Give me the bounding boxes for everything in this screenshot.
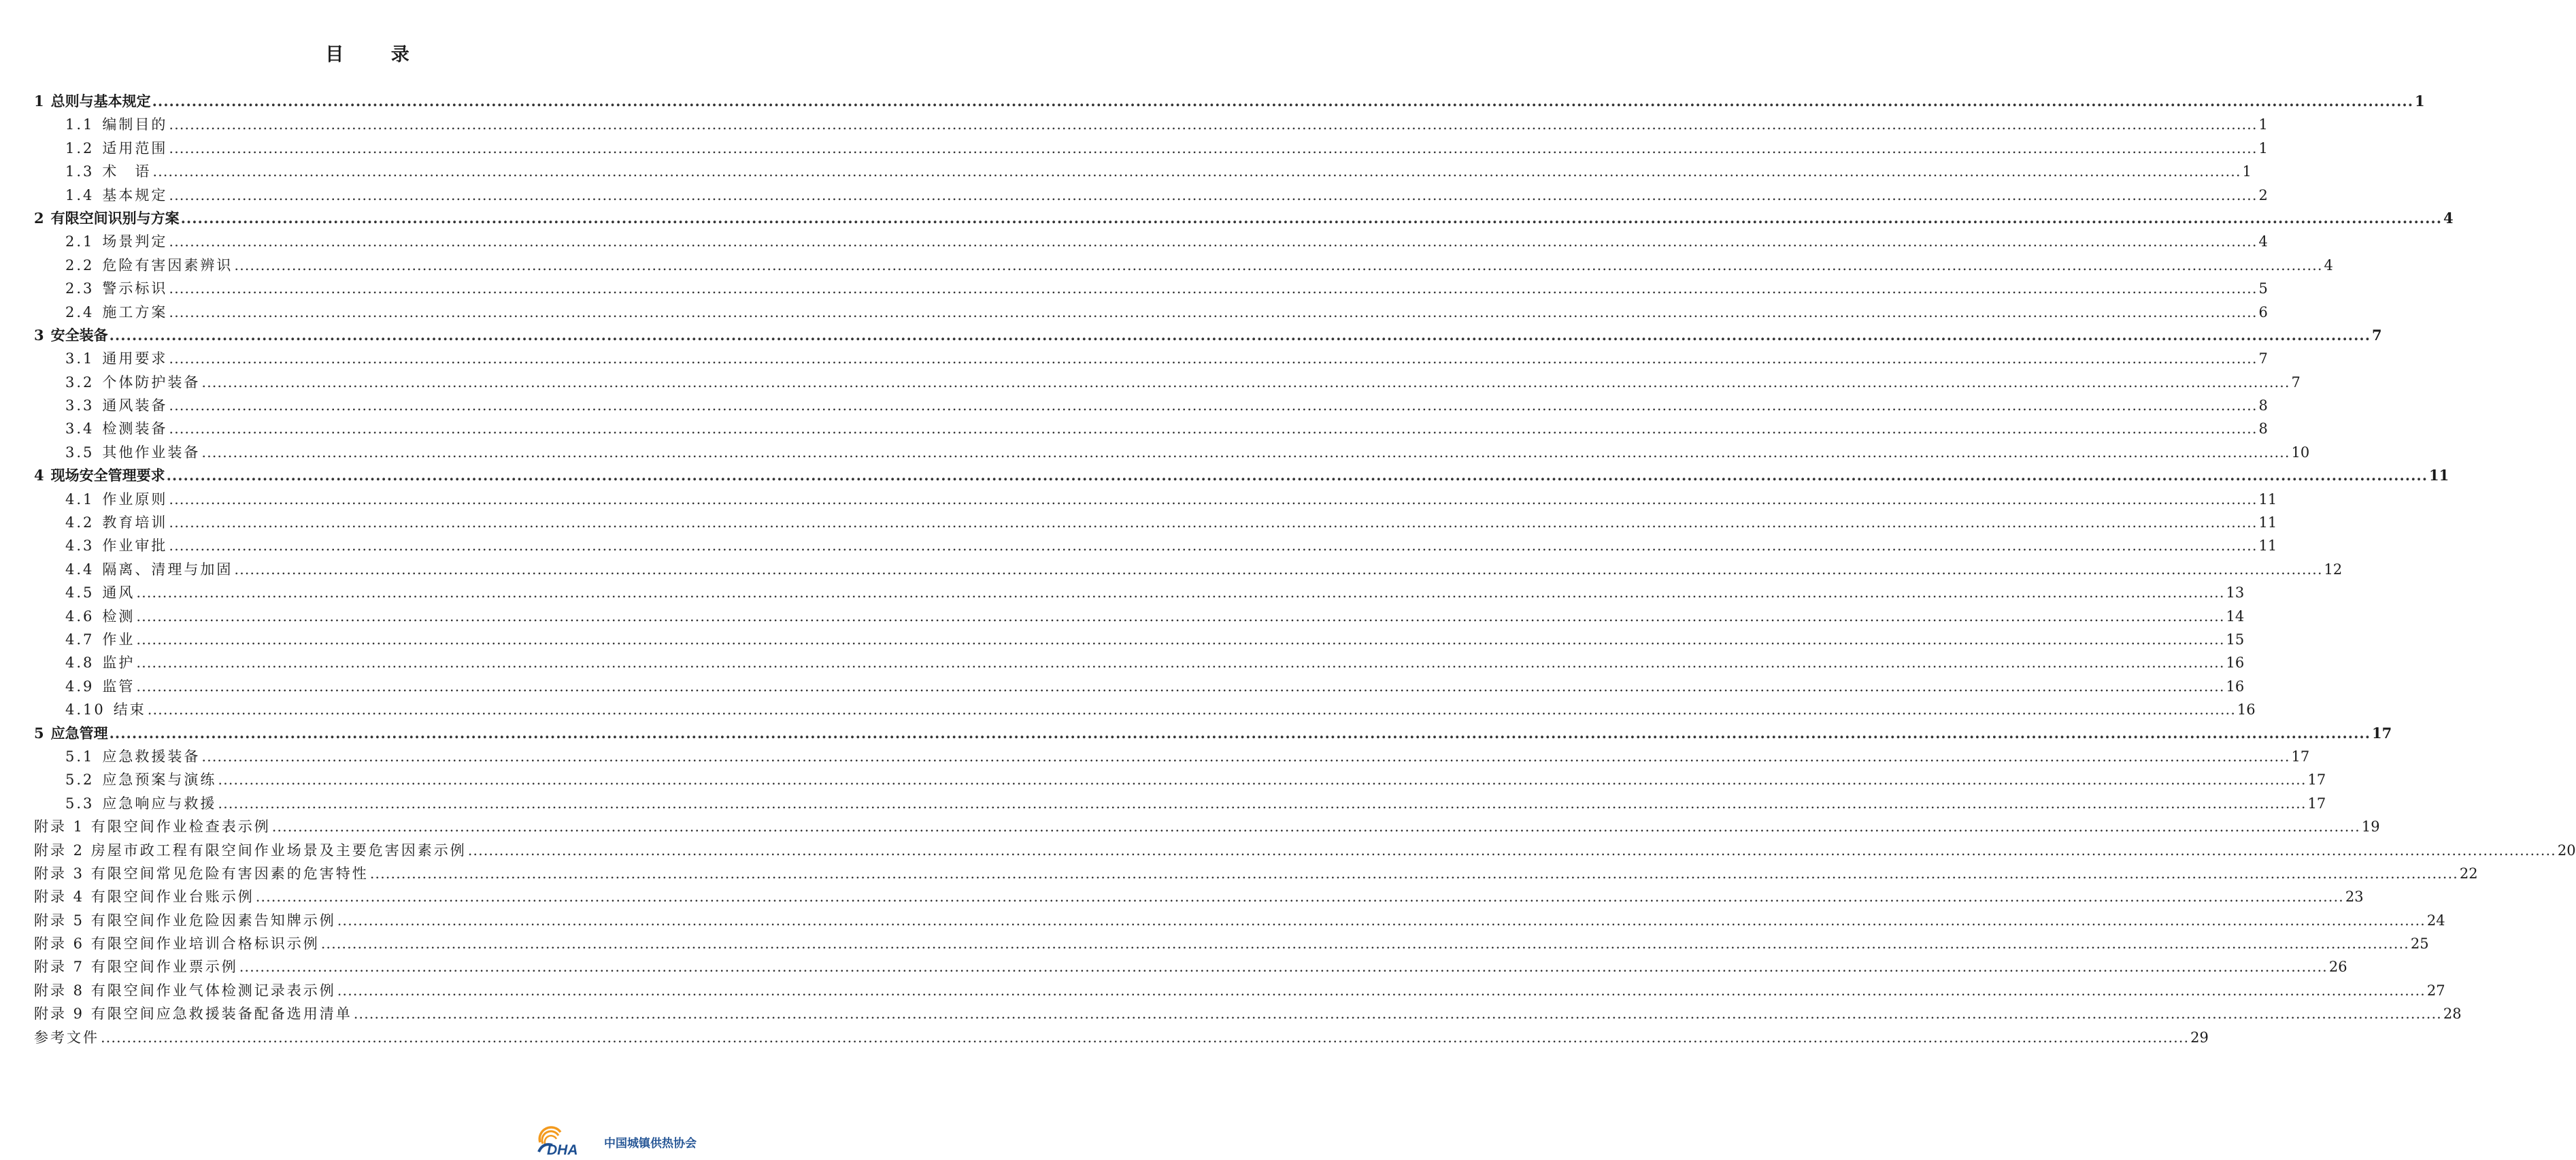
toc-entry[interactable] [34, 160, 2252, 183]
toc-entry-label: 检测装备 [102, 420, 168, 437]
logo-text: DHA [547, 1142, 578, 1158]
toc-entry[interactable] [34, 651, 2245, 674]
toc-entry-page: 16 [2226, 654, 2245, 672]
toc-entry-number: 4.1 [65, 491, 95, 508]
toc-entry-page: 12 [2324, 561, 2343, 578]
toc-entry[interactable] [34, 347, 2268, 370]
toc-entry-page: 6 [2258, 303, 2268, 320]
toc-leader-dots: ................................................................................................................................................................................................................................................................................................................................................................................................................ [169, 233, 2258, 250]
toc-entry-label: 附录 2 房屋市政工程有限空间作业场景及主要危害因素示例 [34, 842, 467, 859]
toc-entry-page: 24 [2426, 912, 2445, 929]
toc-entry-label: 附录 9 有限空间应急救援装备配备选用清单 [34, 1006, 352, 1023]
toc-entry-number: 4.7 [65, 631, 95, 648]
toc-entry-page: 22 [2459, 865, 2478, 882]
toc-entry[interactable] [34, 745, 2310, 768]
toc-entry-page: 7 [2258, 350, 2268, 367]
toc-leader-dots: ................................................................................................................................................................................................................................................................................................................................................................................................................ [109, 326, 2371, 344]
toc-leader-dots: ................................................................................................................................................................................................................................................................................................................................................................................................................ [152, 93, 2414, 110]
toc-leader-dots: ................................................................................................................................................................................................................................................................................................................................................................................................................ [320, 935, 2409, 952]
toc-entry-number: 4.4 [65, 561, 95, 578]
toc-entry-label: 隔离、清理与加固 [102, 561, 233, 578]
toc-entry-label: 场景判定 [102, 233, 168, 250]
toc-entry-page: 26 [2328, 959, 2347, 976]
toc-entry-label: 编制目的 [102, 116, 168, 133]
toc-leader-dots: ................................................................................................................................................................................................................................................................................................................................................................................................................ [337, 982, 2426, 999]
dha-logo-icon [536, 1126, 601, 1157]
toc-entry-page: 5 [2258, 280, 2268, 297]
toc-entry-label: 检测 [102, 608, 135, 625]
toc-entry[interactable] [34, 207, 2454, 230]
toc-entry-number: 5 [34, 724, 44, 742]
toc-entry-label: 警示标识 [102, 280, 168, 297]
toc-entry[interactable] [34, 768, 2326, 791]
toc-leader-dots: ................................................................................................................................................................................................................................................................................................................................................................................................................ [353, 1006, 2442, 1023]
toc-entry[interactable] [34, 464, 2449, 487]
toc-entry-page: 10 [2291, 444, 2310, 461]
toc-entry[interactable] [34, 698, 2256, 721]
toc-entry[interactable] [34, 488, 2277, 511]
toc-entry-label: 附录 1 有限空间作业检查表示例 [34, 818, 271, 835]
toc-entry-label: 附录 4 有限空间作业台账示例 [34, 889, 254, 906]
toc-entry-number: 1.4 [65, 186, 95, 203]
toc-entry-page: 20 [2557, 842, 2576, 859]
toc-entry-page: 19 [2361, 818, 2380, 835]
toc-entry-page: 16 [2226, 678, 2245, 695]
toc-entry-number: 1.1 [65, 116, 95, 133]
toc-leader-dots: ................................................................................................................................................................................................................................................................................................................................................................................................................ [166, 467, 2428, 484]
toc-leader-dots: ................................................................................................................................................................................................................................................................................................................................................................................................................ [218, 772, 2307, 789]
toc-entry[interactable] [34, 979, 2445, 1002]
toc-leader-dots: ................................................................................................................................................................................................................................................................................................................................................................................................................ [255, 889, 2344, 906]
toc-entry-page: 1 [2415, 93, 2425, 110]
toc-entry[interactable] [34, 511, 2277, 534]
toc-entry-label: 作业审批 [102, 537, 168, 554]
toc-entry-number: 2.3 [65, 280, 95, 297]
toc-entry-number: 4.6 [65, 608, 95, 625]
toc-leader-dots: ................................................................................................................................................................................................................................................................................................................................................................................................................ [169, 537, 2258, 554]
toc-entry-label: 应急救援装备 [102, 748, 201, 765]
toc-entry-number: 3.4 [65, 420, 95, 437]
toc-entry-label: 应急响应与救援 [102, 795, 217, 812]
toc-leader-dots: ................................................................................................................................................................................................................................................................................................................................................................................................................ [136, 631, 2225, 648]
toc-entry-page: 16 [2237, 701, 2256, 718]
toc-entry[interactable] [34, 675, 2245, 698]
toc-entry-label: 作业原则 [102, 491, 168, 508]
toc-entry[interactable] [34, 137, 2268, 160]
toc-leader-dots: ................................................................................................................................................................................................................................................................................................................................................................................................................ [169, 397, 2258, 414]
toc-entry-number: 5.2 [65, 772, 95, 789]
table-of-contents [34, 90, 2576, 1049]
toc-entry-number: 2.1 [65, 233, 95, 250]
toc-entry[interactable] [34, 792, 2326, 815]
toc-entry-number: 3.5 [65, 444, 95, 461]
organization-name: 中国城镇供热协会 [604, 1136, 697, 1150]
toc-leader-dots: ................................................................................................................................................................................................................................................................................................................................................................................................................ [152, 163, 2241, 180]
toc-leader-dots: ................................................................................................................................................................................................................................................................................................................................................................................................................ [467, 842, 2556, 859]
toc-entry-number: 1 [34, 93, 44, 110]
toc-entry-number: 4.5 [65, 584, 95, 601]
toc-entry-page: 25 [2410, 935, 2429, 952]
toc-entry-page: 13 [2226, 584, 2245, 601]
toc-entry-number: 4.3 [65, 537, 95, 554]
toc-entry-page: 17 [2307, 772, 2326, 789]
toc-leader-dots: ................................................................................................................................................................................................................................................................................................................................................................................................................ [136, 654, 2225, 672]
toc-entry[interactable] [34, 534, 2277, 557]
toc-entry-label: 现场安全管理要求 [50, 467, 165, 484]
toc-entry[interactable] [34, 955, 2347, 978]
toc-entry-number: 1.2 [65, 139, 95, 156]
toc-entry-page: 11 [2429, 467, 2449, 484]
toc-entry[interactable] [34, 324, 2382, 347]
toc-entry-label: 个体防护装备 [102, 374, 201, 391]
toc-entry-page: 14 [2226, 608, 2245, 625]
toc-entry-label: 教育培训 [102, 514, 168, 531]
toc-entry-number: 2 [34, 209, 44, 227]
toc-entry-label: 总则与基本规定 [50, 93, 151, 110]
toc-leader-dots: ................................................................................................................................................................................................................................................................................................................................................................................................................ [169, 303, 2258, 320]
toc-entry[interactable] [34, 230, 2268, 253]
toc-leader-dots: ................................................................................................................................................................................................................................................................................................................................................................................................................ [201, 748, 2290, 765]
toc-entry-label: 通用要求 [102, 350, 168, 367]
toc-entry[interactable] [34, 885, 2364, 908]
toc-leader-dots: ................................................................................................................................................................................................................................................................................................................................................................................................................ [201, 444, 2290, 461]
toc-entry-number: 1.3 [65, 163, 95, 180]
toc-leader-dots: ................................................................................................................................................................................................................................................................................................................................................................................................................ [169, 139, 2258, 156]
toc-entry[interactable] [34, 862, 2478, 885]
toc-entry[interactable] [34, 394, 2268, 417]
toc-leader-dots: ................................................................................................................................................................................................................................................................................................................................................................................................................ [147, 701, 2236, 718]
toc-entry[interactable] [34, 605, 2245, 628]
toc-leader-dots: ................................................................................................................................................................................................................................................................................................................................................................................................................ [337, 912, 2426, 929]
toc-entry-label: 适用范围 [102, 139, 168, 156]
toc-entry-label: 附录 5 有限空间作业危险因素告知牌示例 [34, 912, 336, 929]
toc-entry-page: 7 [2291, 374, 2301, 391]
toc-entry-page: 1 [2258, 116, 2268, 133]
toc-entry-page: 8 [2258, 397, 2268, 414]
toc-entry-number: 5.1 [65, 748, 95, 765]
toc-entry-page: 17 [2307, 795, 2326, 812]
toc-entry-page: 4 [2258, 233, 2268, 250]
toc-entry-page: 11 [2258, 537, 2277, 554]
toc-leader-dots: ................................................................................................................................................................................................................................................................................................................................................................................................................ [239, 959, 2328, 976]
toc-entry-page: 17 [2372, 724, 2392, 742]
toc-leader-dots: ................................................................................................................................................................................................................................................................................................................................................................................................................ [234, 561, 2323, 578]
toc-entry-label: 危险有害因素辨识 [102, 256, 233, 274]
toc-entry-label: 安全装备 [50, 326, 108, 344]
toc-leader-dots: ................................................................................................................................................................................................................................................................................................................................................................................................................ [180, 209, 2443, 227]
toc-entry[interactable] [34, 417, 2268, 440]
toc-leader-dots: ................................................................................................................................................................................................................................................................................................................................................................................................................ [369, 865, 2458, 882]
toc-leader-dots: ................................................................................................................................................................................................................................................................................................................................................................................................................ [101, 1029, 2190, 1046]
toc-leader-dots: ................................................................................................................................................................................................................................................................................................................................................................................................................ [271, 818, 2360, 835]
toc-entry-number: 5.3 [65, 795, 95, 812]
toc-entry-label: 监管 [102, 678, 135, 695]
toc-leader-dots: ................................................................................................................................................................................................................................................................................................................................................................................................................ [169, 280, 2258, 297]
toc-entry[interactable] [34, 909, 2445, 932]
toc-entry-label: 附录 3 有限空间常见危险有害因素的危害特性 [34, 865, 369, 882]
toc-entry[interactable] [34, 1026, 2209, 1049]
toc-entry-label: 应急管理 [50, 724, 108, 742]
toc-entry-page: 27 [2426, 982, 2445, 999]
toc-entry-label: 通风装备 [102, 397, 168, 414]
toc-entry[interactable] [34, 581, 2245, 604]
toc-leader-dots: ................................................................................................................................................................................................................................................................................................................................................................................................................ [109, 724, 2371, 742]
toc-entry-number: 3.3 [65, 397, 95, 414]
toc-entry-number: 3.1 [65, 350, 95, 367]
toc-entry-page: 4 [2443, 209, 2454, 227]
toc-leader-dots: ................................................................................................................................................................................................................................................................................................................................................................................................................ [169, 514, 2258, 531]
toc-entry-label: 施工方案 [102, 303, 168, 320]
toc-entry-page: 28 [2443, 1006, 2462, 1023]
toc-entry[interactable] [34, 1002, 2462, 1025]
toc-entry[interactable] [34, 441, 2310, 464]
toc-entry-label: 参考文件 [34, 1029, 99, 1046]
toc-entry[interactable] [34, 558, 2343, 581]
toc-entry-page: 8 [2258, 420, 2268, 437]
toc-entry[interactable] [34, 113, 2268, 136]
toc-entry-label: 通风 [102, 584, 135, 601]
toc-leader-dots: ................................................................................................................................................................................................................................................................................................................................................................................................................ [169, 420, 2258, 437]
footer [536, 1126, 726, 1157]
toc-entry-page: 23 [2345, 889, 2364, 906]
toc-entry-number: 4.8 [65, 654, 95, 672]
toc-entry[interactable] [34, 371, 2301, 394]
toc-entry-page: 7 [2372, 326, 2382, 344]
toc-entry-page: 29 [2190, 1029, 2209, 1046]
toc-entry-number: 4 [34, 467, 44, 484]
toc-entry-label: 附录 7 有限空间作业票示例 [34, 959, 238, 976]
page-title: 目 录 [325, 44, 430, 65]
toc-entry[interactable] [34, 254, 2333, 277]
toc-entry-label: 监护 [102, 654, 135, 672]
toc-entry-label: 附录 6 有限空间作业培训合格标识示例 [34, 935, 320, 952]
toc-entry-number: 4.10 [65, 701, 105, 718]
toc-entry-page: 2 [2258, 186, 2268, 203]
toc-entry-number: 4.9 [65, 678, 95, 695]
toc-leader-dots: ................................................................................................................................................................................................................................................................................................................................................................................................................ [218, 795, 2307, 812]
toc-entry-number: 2.2 [65, 256, 95, 274]
toc-leader-dots: ................................................................................................................................................................................................................................................................................................................................................................................................................ [136, 678, 2225, 695]
toc-leader-dots: ................................................................................................................................................................................................................................................................................................................................................................................................................ [136, 608, 2225, 625]
toc-leader-dots: ................................................................................................................................................................................................................................................................................................................................................................................................................ [234, 256, 2323, 274]
toc-entry-number: 4.2 [65, 514, 95, 531]
toc-leader-dots: ................................................................................................................................................................................................................................................................................................................................................................................................................ [169, 350, 2258, 367]
toc-entry[interactable] [34, 815, 2380, 838]
toc-leader-dots: ................................................................................................................................................................................................................................................................................................................................................................................................................ [136, 584, 2225, 601]
toc-entry-number: 3 [34, 326, 44, 344]
toc-entry-page: 11 [2258, 514, 2277, 531]
toc-entry-label: 术 语 [102, 163, 152, 180]
toc-leader-dots: ................................................................................................................................................................................................................................................................................................................................................................................................................ [169, 491, 2258, 508]
toc-entry[interactable] [34, 628, 2245, 651]
toc-entry[interactable] [34, 184, 2268, 207]
toc-entry[interactable] [34, 839, 2576, 862]
toc-entry-label: 作业 [102, 631, 135, 648]
toc-entry-label: 附录 8 有限空间作业气体检测记录表示例 [34, 982, 336, 999]
toc-entry-page: 1 [2242, 163, 2252, 180]
toc-entry-page: 1 [2258, 139, 2268, 156]
toc-entry-page: 11 [2258, 491, 2277, 508]
toc-leader-dots: ................................................................................................................................................................................................................................................................................................................................................................................................................ [169, 186, 2258, 203]
toc-entry-label: 有限空间识别与方案 [50, 209, 180, 227]
toc-entry-page: 4 [2324, 256, 2333, 274]
toc-entry-number: 2.4 [65, 303, 95, 320]
toc-leader-dots: ................................................................................................................................................................................................................................................................................................................................................................................................................ [201, 374, 2290, 391]
toc-entry[interactable] [34, 722, 2392, 745]
toc-entry-page: 15 [2226, 631, 2245, 648]
toc-entry[interactable] [34, 90, 2425, 113]
toc-entry[interactable] [34, 277, 2268, 300]
toc-entry-label: 结束 [113, 701, 146, 718]
toc-entry-page: 17 [2291, 748, 2310, 765]
toc-entry-number: 3.2 [65, 374, 95, 391]
toc-entry-label: 基本规定 [102, 186, 168, 203]
toc-entry[interactable] [34, 932, 2429, 955]
toc-entry[interactable] [34, 301, 2268, 324]
toc-entry-label: 其他作业装备 [102, 444, 201, 461]
toc-entry-label: 应急预案与演练 [102, 772, 217, 789]
toc-leader-dots: ................................................................................................................................................................................................................................................................................................................................................................................................................ [169, 116, 2258, 133]
